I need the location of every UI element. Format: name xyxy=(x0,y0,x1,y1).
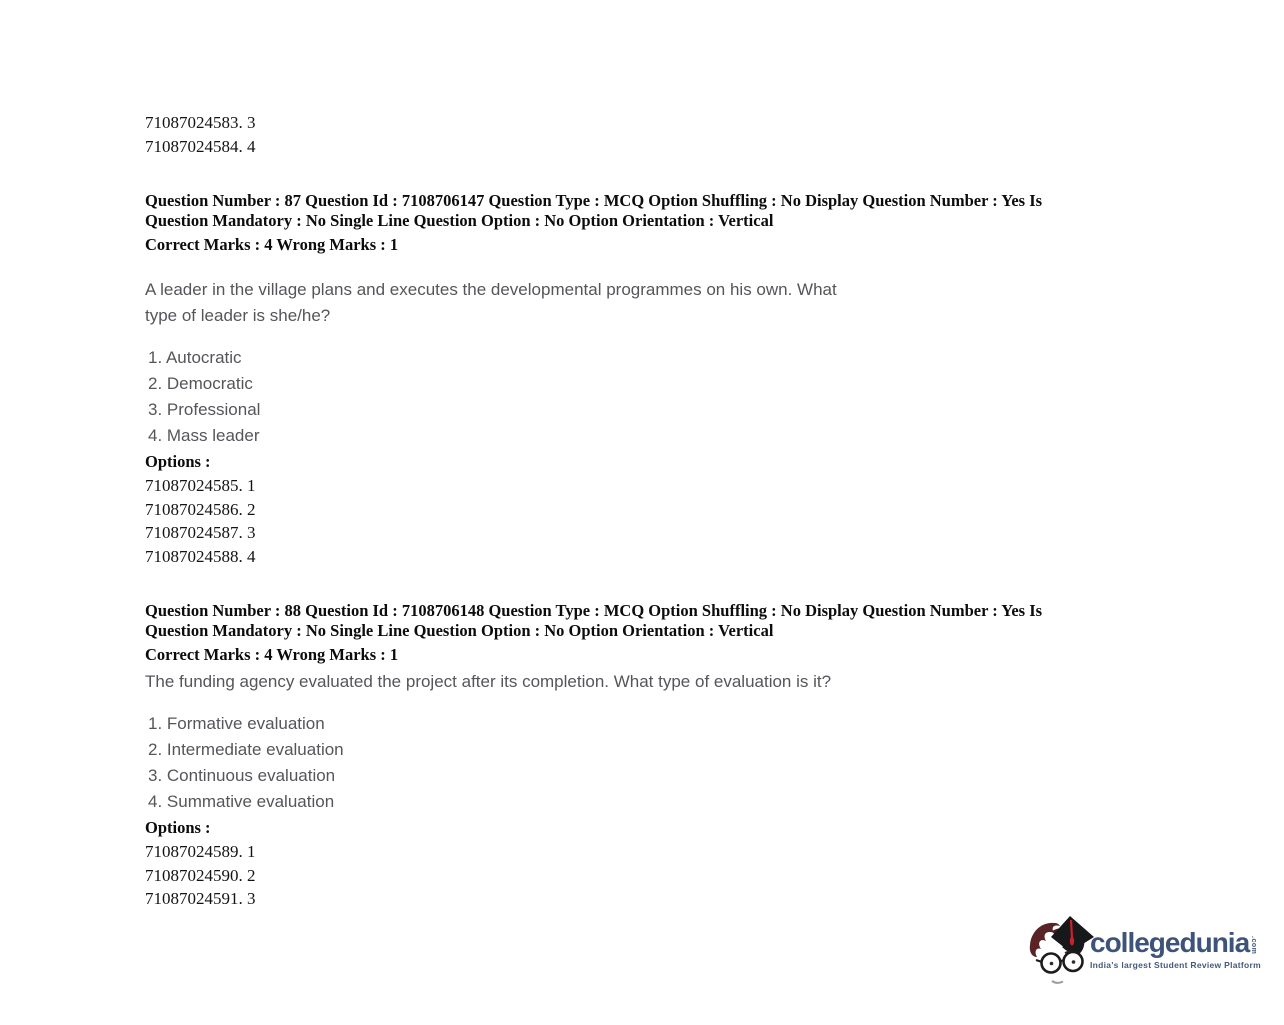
choice-item: 1. Formative evaluation xyxy=(148,714,325,733)
question-88-meta xyxy=(145,601,1105,641)
brand-name: collegedunia xyxy=(1090,927,1250,958)
question-87 xyxy=(145,191,1105,568)
question-meta-line: Question Number : 87 Question Id : 7108706147 Question Type : MCQ Option Shuffling : No Display Question Number : Yes Is xyxy=(145,191,1043,210)
question-88-options-label: Options : xyxy=(145,818,211,837)
option-id-line: 71087024584. 4 xyxy=(145,136,256,156)
option-id-line: 71087024590. 2 xyxy=(145,865,256,885)
option-id-line: 71087024583. 3 xyxy=(145,113,256,132)
option-id-line: 71087024589. 1 xyxy=(145,842,256,861)
question-87-option-ids xyxy=(145,474,1105,568)
choice-item: 4. Mass leader xyxy=(148,426,260,445)
choice-item: 3. Professional xyxy=(148,400,261,419)
question-88-choices xyxy=(145,711,1105,815)
brand-row xyxy=(1090,928,1261,958)
paper-content xyxy=(145,111,1105,911)
question-87-marks: Correct Marks : 4 Wrong Marks : 1 xyxy=(145,235,399,254)
option-id-line: 71087024586. 2 xyxy=(145,499,256,519)
previous-question-option-ids xyxy=(145,111,1105,158)
option-id-line: 71087024588. 4 xyxy=(145,546,256,566)
option-id-line: 71087024587. 3 xyxy=(145,523,256,542)
question-87-options-label: Options : xyxy=(145,452,211,471)
question-87-choices xyxy=(145,345,1105,449)
question-meta-line: Question Mandatory : No Single Line Question Option : No Option Orientation : Vertical xyxy=(145,621,774,640)
choice-item: 2. Democratic xyxy=(148,374,253,393)
option-id-line: 71087024585. 1 xyxy=(145,476,256,495)
option-id-line: 71087024591. 3 xyxy=(145,889,256,908)
question-text-line: type of leader is she/he? xyxy=(145,306,331,325)
question-text-line: The funding agency evaluated the project after its completion. What type of evaluation is it? xyxy=(145,672,832,691)
question-meta-line: Question Number : 88 Question Id : 7108706148 Question Type : MCQ Option Shuffling : No Display Question Number : Yes Is xyxy=(145,601,1043,620)
choice-item: 2. Intermediate evaluation xyxy=(148,740,344,759)
question-88-option-ids xyxy=(145,840,1105,911)
collegedunia-logo xyxy=(1026,910,1262,1002)
question-88 xyxy=(145,601,1105,911)
choice-item: 1. Autocratic xyxy=(148,348,242,367)
graduate-mascot-icon xyxy=(1026,910,1096,992)
question-88-text xyxy=(145,669,1105,695)
logo-text xyxy=(1090,928,1261,970)
brand-tagline: India's largest Student Review Platform xyxy=(1090,960,1262,970)
question-meta-line: Question Mandatory : No Single Line Question Option : No Option Orientation : Vertical xyxy=(145,211,774,230)
question-87-meta xyxy=(145,191,1105,231)
question-88-marks: Correct Marks : 4 Wrong Marks : 1 xyxy=(145,645,399,664)
question-87-text xyxy=(145,277,1105,329)
question-text-line: A leader in the village plans and executes the developmental programmes on his own. What xyxy=(145,280,837,299)
choice-item: 4. Summative evaluation xyxy=(148,792,335,811)
brand-tld: .com xyxy=(1250,936,1258,955)
choice-item: 3. Continuous evaluation xyxy=(148,766,336,785)
